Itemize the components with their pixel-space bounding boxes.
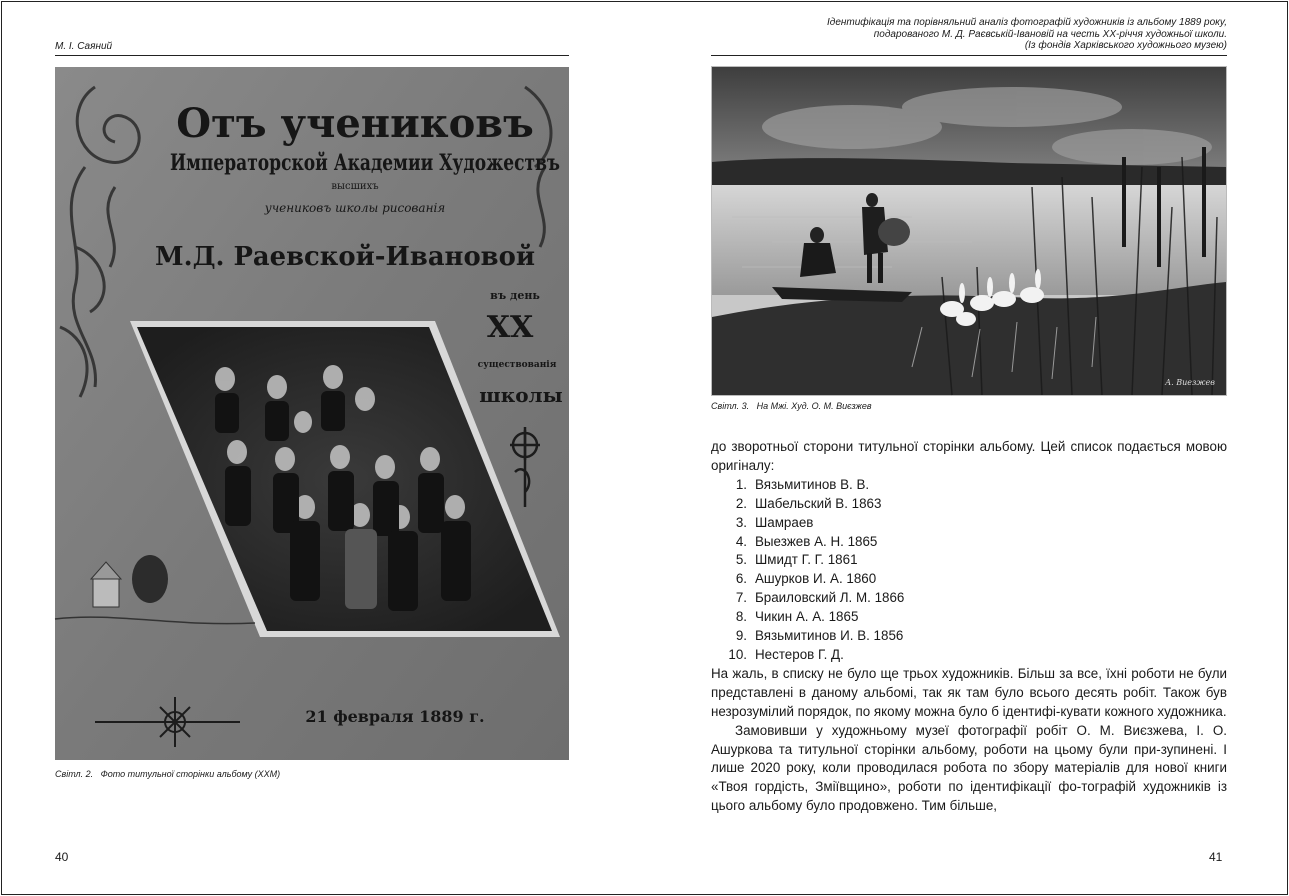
title-line-8: существованiя [477,360,557,370]
list-item: 9. Вязьмитинов И. В. 1856 [735,628,904,644]
page-number-right: 41 [1209,850,1223,864]
caption-label: Світл. 2. [55,769,94,779]
list-item: 6. Ашурков И. А. 1860 [735,571,877,587]
title-date: 21 февраля 1889 г. [305,707,485,726]
list-item: 3. Шамраев [735,514,814,530]
body-text [711,438,1227,816]
paragraph: Замовивши у художньому музеї фотографії робіт О. М. Виєзжева, І. О. Ашуркова та титульної сторінки альбому, роботи на цьому були при-зупинені. І лише 2020 року, коли проводилася робота по збору матеріалів для нової книги «Твоя гордість, Зміївщино», роботи по ідентифікації фо-тографій художників із цього альбому було продовжено. Тим більше, [711,722,1227,814]
title-line-9: школы [479,383,563,407]
running-head-line: подарованого М. Д. Раєвській-Івановій на честь XX-річчя художньої школи. [873,28,1227,40]
title-line-7: XX [486,310,534,345]
running-head-line: (Із фондів Харківського художнього музею) [1024,40,1227,51]
list-item: 8. Чикин А. А. 1865 [735,609,859,625]
list-item: 7. Браиловский Л. М. 1866 [735,590,905,606]
running-head [707,17,1227,52]
title-line-1: Отъ учениковъ [176,100,534,147]
running-head-line: Ідентифікація та порівняльний аналіз фотографій художників із альбому 1889 року, [827,17,1227,28]
caption-label: Світл. 3. [711,401,750,411]
title-line-3: высшихъ [331,181,379,192]
caption-text: На Мжі. Худ. О. М. Виєзжев [756,401,872,411]
painting-image [712,67,1226,395]
list-item: 1. Вязьмитинов В. В. [735,476,870,492]
running-author: М. І. Саяний [55,41,113,52]
painting-signature: А. Виезжев [1165,378,1215,387]
title-page-photo [55,67,569,760]
list-item: 4. Выезжев А. Н. 1865 [735,533,878,549]
title-page-image [55,67,569,760]
header-rule [55,55,569,56]
title-line-5: М.Д. Раевской-Ивановой [155,242,535,272]
list-item: 10. Нестеров Г. Д. [728,646,844,662]
paragraph: На жаль, в списку не було ще трьох художників. Більш за все, їхні роботи не були представлені в даному альбомі, так як там було всього десять робіт. Також був незрозумілий порядок, по якому можна було б ідентифі-кувати кожного художника. [711,665,1227,719]
header-rule [711,55,1227,56]
figure-caption-3 [711,401,872,411]
title-line-6: въ день [490,289,540,302]
caption-text: Фото титульної сторінки альбому (ХХМ) [100,769,281,779]
page-number-left: 40 [55,850,69,864]
title-line-2: Императорской Академии Художествъ [170,150,561,176]
intro-paragraph: до зворотньої сторони титульної сторінки альбому. Цей список подається мовою оригіналу: [711,439,1227,473]
painting-photo [711,66,1227,396]
figure-caption-2 [55,769,280,779]
list-item: 2. Шабельский В. 1863 [735,495,882,511]
list-item: 5. Шмидт Г. Г. 1861 [735,552,858,568]
artist-list [711,476,1227,665]
title-line-4: учениковъ школы рисованiя [264,201,446,215]
